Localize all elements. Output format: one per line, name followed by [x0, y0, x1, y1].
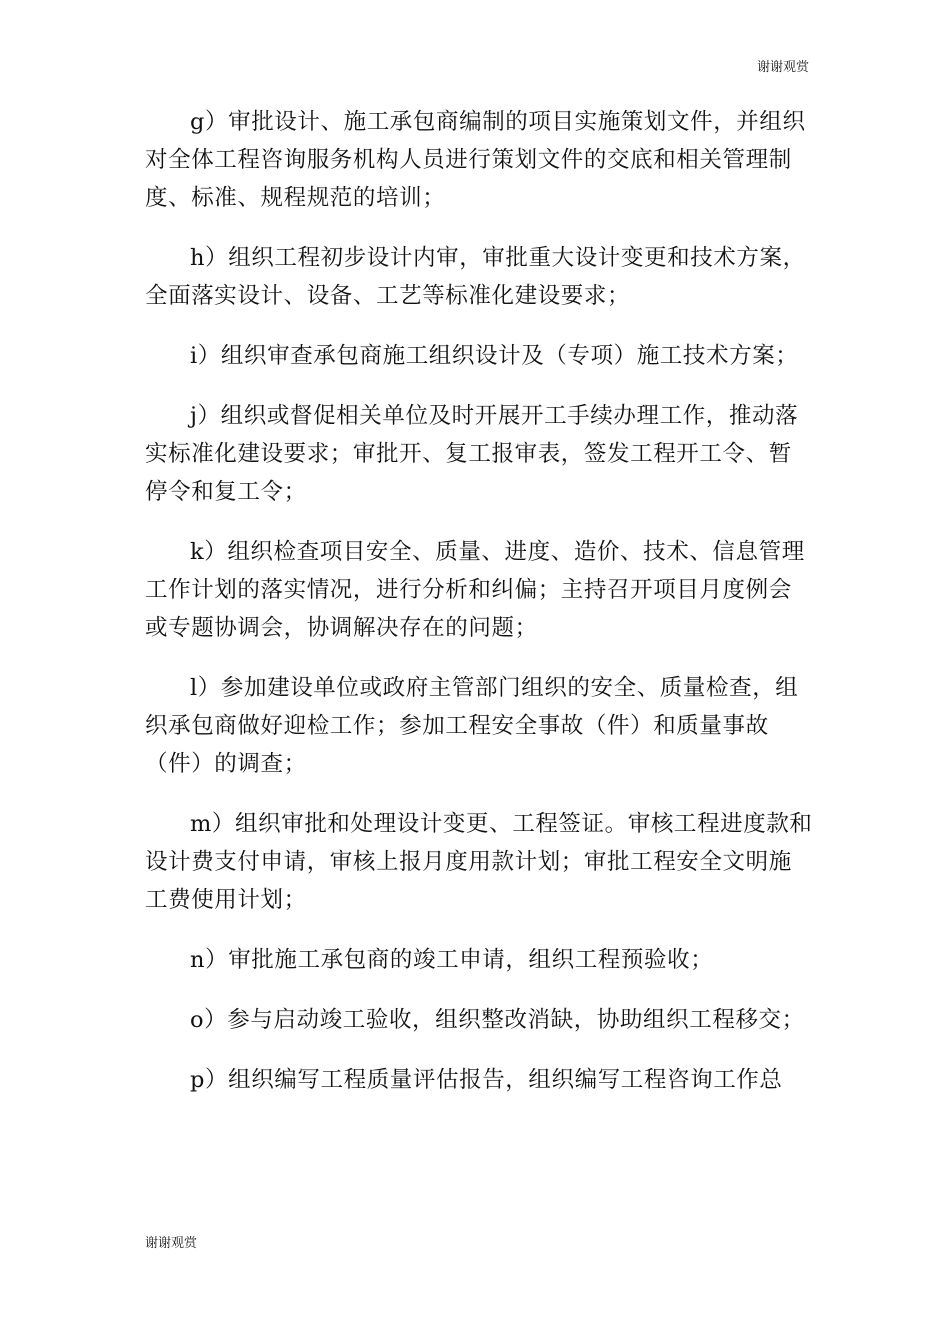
paragraph-o: o）参与启动竣工验收，组织整改消缺，协助组织工程移交； — [190, 1007, 805, 1033]
page-header: 谢谢观赏 — [756, 60, 809, 75]
paragraph-m: m）组织审批和处理设计变更、工程签证。审核工程进度款和设计费支付申请，审核上报月度用款计划；审批工程安全文明施工费使用计划； — [145, 811, 813, 913]
paragraph-l: l）参加建设单位或政府主管部门组织的安全、质量检查，组织承包商做好迎检工作；参加工程安全事故（件）和质量事故（件）的调查； — [145, 675, 799, 777]
page-footer: 谢谢观赏 — [145, 1236, 198, 1251]
paragraph-i: i）组织审查承包商施工组织设计及（专项）施工技术方案； — [190, 343, 799, 369]
paragraph-p: p）组织编写工程质量评估报告，组织编写工程咨询工作总 — [190, 1067, 783, 1093]
document-body — [145, 103, 813, 1121]
paragraph-n: n）审批施工承包商的竣工申请，组织工程预验收； — [190, 947, 714, 973]
paragraph-h: h）组织工程初步设计内审，审批重大设计变更和技术方案，全面落实设计、设备、工艺等标准化建设要求； — [145, 245, 806, 309]
paragraph-g: g）审批设计、施工承包商编制的项目实施策划文件，并组织对全体工程咨询服务机构人员进行策划文件的交底和相关管理制度、标准、规程规范的培训； — [145, 109, 806, 211]
paragraph-k: k）组织检查项目安全、质量、进度、造价、技术、信息管理工作计划的落实情况，进行分析和纠偏；主持召开项目月度例会或专题协调会，协调解决存在的问题； — [145, 539, 805, 641]
paragraph-j: j）组织或督促相关单位及时开展开工手续办理工作，推动落实标准化建设要求；审批开、复工报审表，签发工程开工令、暂停令和复工令； — [145, 403, 799, 505]
